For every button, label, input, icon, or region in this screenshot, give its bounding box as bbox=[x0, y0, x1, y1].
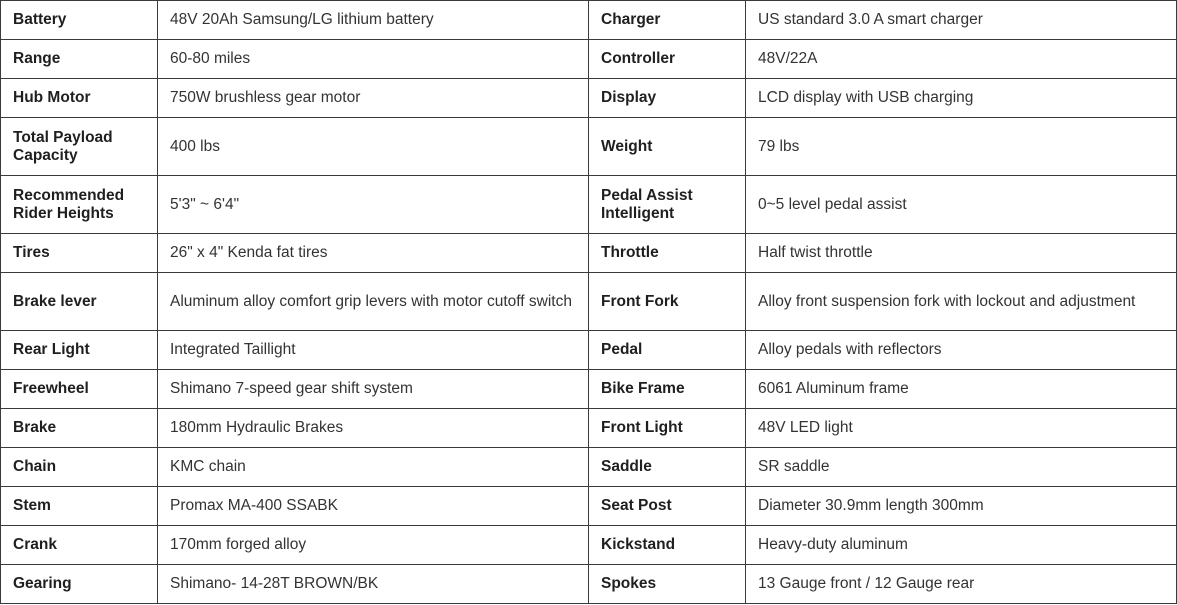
spec-label: Seat Post bbox=[589, 487, 746, 526]
spec-label: Pedal bbox=[589, 331, 746, 370]
spec-value: Heavy-duty aluminum bbox=[746, 526, 1177, 565]
spec-value: 48V 20Ah Samsung/LG lithium battery bbox=[158, 1, 589, 40]
table-row bbox=[1, 526, 1177, 565]
spec-label: Chain bbox=[1, 448, 158, 487]
spec-value: Shimano 7-speed gear shift system bbox=[158, 370, 589, 409]
spec-value: Aluminum alloy comfort grip levers with motor cutoff switch bbox=[158, 273, 589, 331]
spec-value: US standard 3.0 A smart charger bbox=[746, 1, 1177, 40]
table-row bbox=[1, 448, 1177, 487]
table-row bbox=[1, 234, 1177, 273]
spec-value: Alloy pedals with reflectors bbox=[746, 331, 1177, 370]
spec-value: 60-80 miles bbox=[158, 40, 589, 79]
spec-label: Saddle bbox=[589, 448, 746, 487]
spec-value: SR saddle bbox=[746, 448, 1177, 487]
spec-value: Shimano- 14-28T BROWN/BK bbox=[158, 565, 589, 604]
table-row bbox=[1, 273, 1177, 331]
table-row bbox=[1, 565, 1177, 604]
spec-label: Freewheel bbox=[1, 370, 158, 409]
spec-value: 5'3" ~ 6'4" bbox=[158, 176, 589, 234]
spec-label: Brake lever bbox=[1, 273, 158, 331]
table-row bbox=[1, 409, 1177, 448]
spec-value: 6061 Aluminum frame bbox=[746, 370, 1177, 409]
spec-value: Promax MA-400 SSABK bbox=[158, 487, 589, 526]
table-row bbox=[1, 370, 1177, 409]
spec-label: Rear Light bbox=[1, 331, 158, 370]
spec-label: Battery bbox=[1, 1, 158, 40]
spec-label: Front Fork bbox=[589, 273, 746, 331]
spec-label: Brake bbox=[1, 409, 158, 448]
spec-value: 750W brushless gear motor bbox=[158, 79, 589, 118]
spec-label: Charger bbox=[589, 1, 746, 40]
spec-label: Weight bbox=[589, 118, 746, 176]
spec-label: Total Payload Capacity bbox=[1, 118, 158, 176]
spec-label: Gearing bbox=[1, 565, 158, 604]
spec-label: Kickstand bbox=[589, 526, 746, 565]
spec-value: 48V LED light bbox=[746, 409, 1177, 448]
spec-value: Diameter 30.9mm length 300mm bbox=[746, 487, 1177, 526]
spec-label: Tires bbox=[1, 234, 158, 273]
table-row bbox=[1, 1, 1177, 40]
table-row bbox=[1, 176, 1177, 234]
spec-value: 400 lbs bbox=[158, 118, 589, 176]
spec-label: Range bbox=[1, 40, 158, 79]
spec-value: Integrated Taillight bbox=[158, 331, 589, 370]
spec-value: 180mm Hydraulic Brakes bbox=[158, 409, 589, 448]
spec-value: 26" x 4" Kenda fat tires bbox=[158, 234, 589, 273]
spec-value: 170mm forged alloy bbox=[158, 526, 589, 565]
spec-label: Pedal Assist Intelligent bbox=[589, 176, 746, 234]
spec-value: LCD display with USB charging bbox=[746, 79, 1177, 118]
table-row bbox=[1, 118, 1177, 176]
spec-value: KMC chain bbox=[158, 448, 589, 487]
spec-value: 48V/22A bbox=[746, 40, 1177, 79]
table-row bbox=[1, 331, 1177, 370]
spec-label: Stem bbox=[1, 487, 158, 526]
spec-label: Spokes bbox=[589, 565, 746, 604]
spec-value: Half twist throttle bbox=[746, 234, 1177, 273]
spec-value: 13 Gauge front / 12 Gauge rear bbox=[746, 565, 1177, 604]
table-row bbox=[1, 40, 1177, 79]
spec-label: Crank bbox=[1, 526, 158, 565]
spec-label: Throttle bbox=[589, 234, 746, 273]
spec-label: Front Light bbox=[589, 409, 746, 448]
spec-value: 79 lbs bbox=[746, 118, 1177, 176]
spec-label: Recommended Rider Heights bbox=[1, 176, 158, 234]
spec-value: Alloy front suspension fork with lockout and adjustment bbox=[746, 273, 1177, 331]
spec-label: Controller bbox=[589, 40, 746, 79]
spec-label: Hub Motor bbox=[1, 79, 158, 118]
table-row bbox=[1, 487, 1177, 526]
spec-label: Bike Frame bbox=[589, 370, 746, 409]
table-row bbox=[1, 79, 1177, 118]
spec-value: 0~5 level pedal assist bbox=[746, 176, 1177, 234]
spec-label: Display bbox=[589, 79, 746, 118]
